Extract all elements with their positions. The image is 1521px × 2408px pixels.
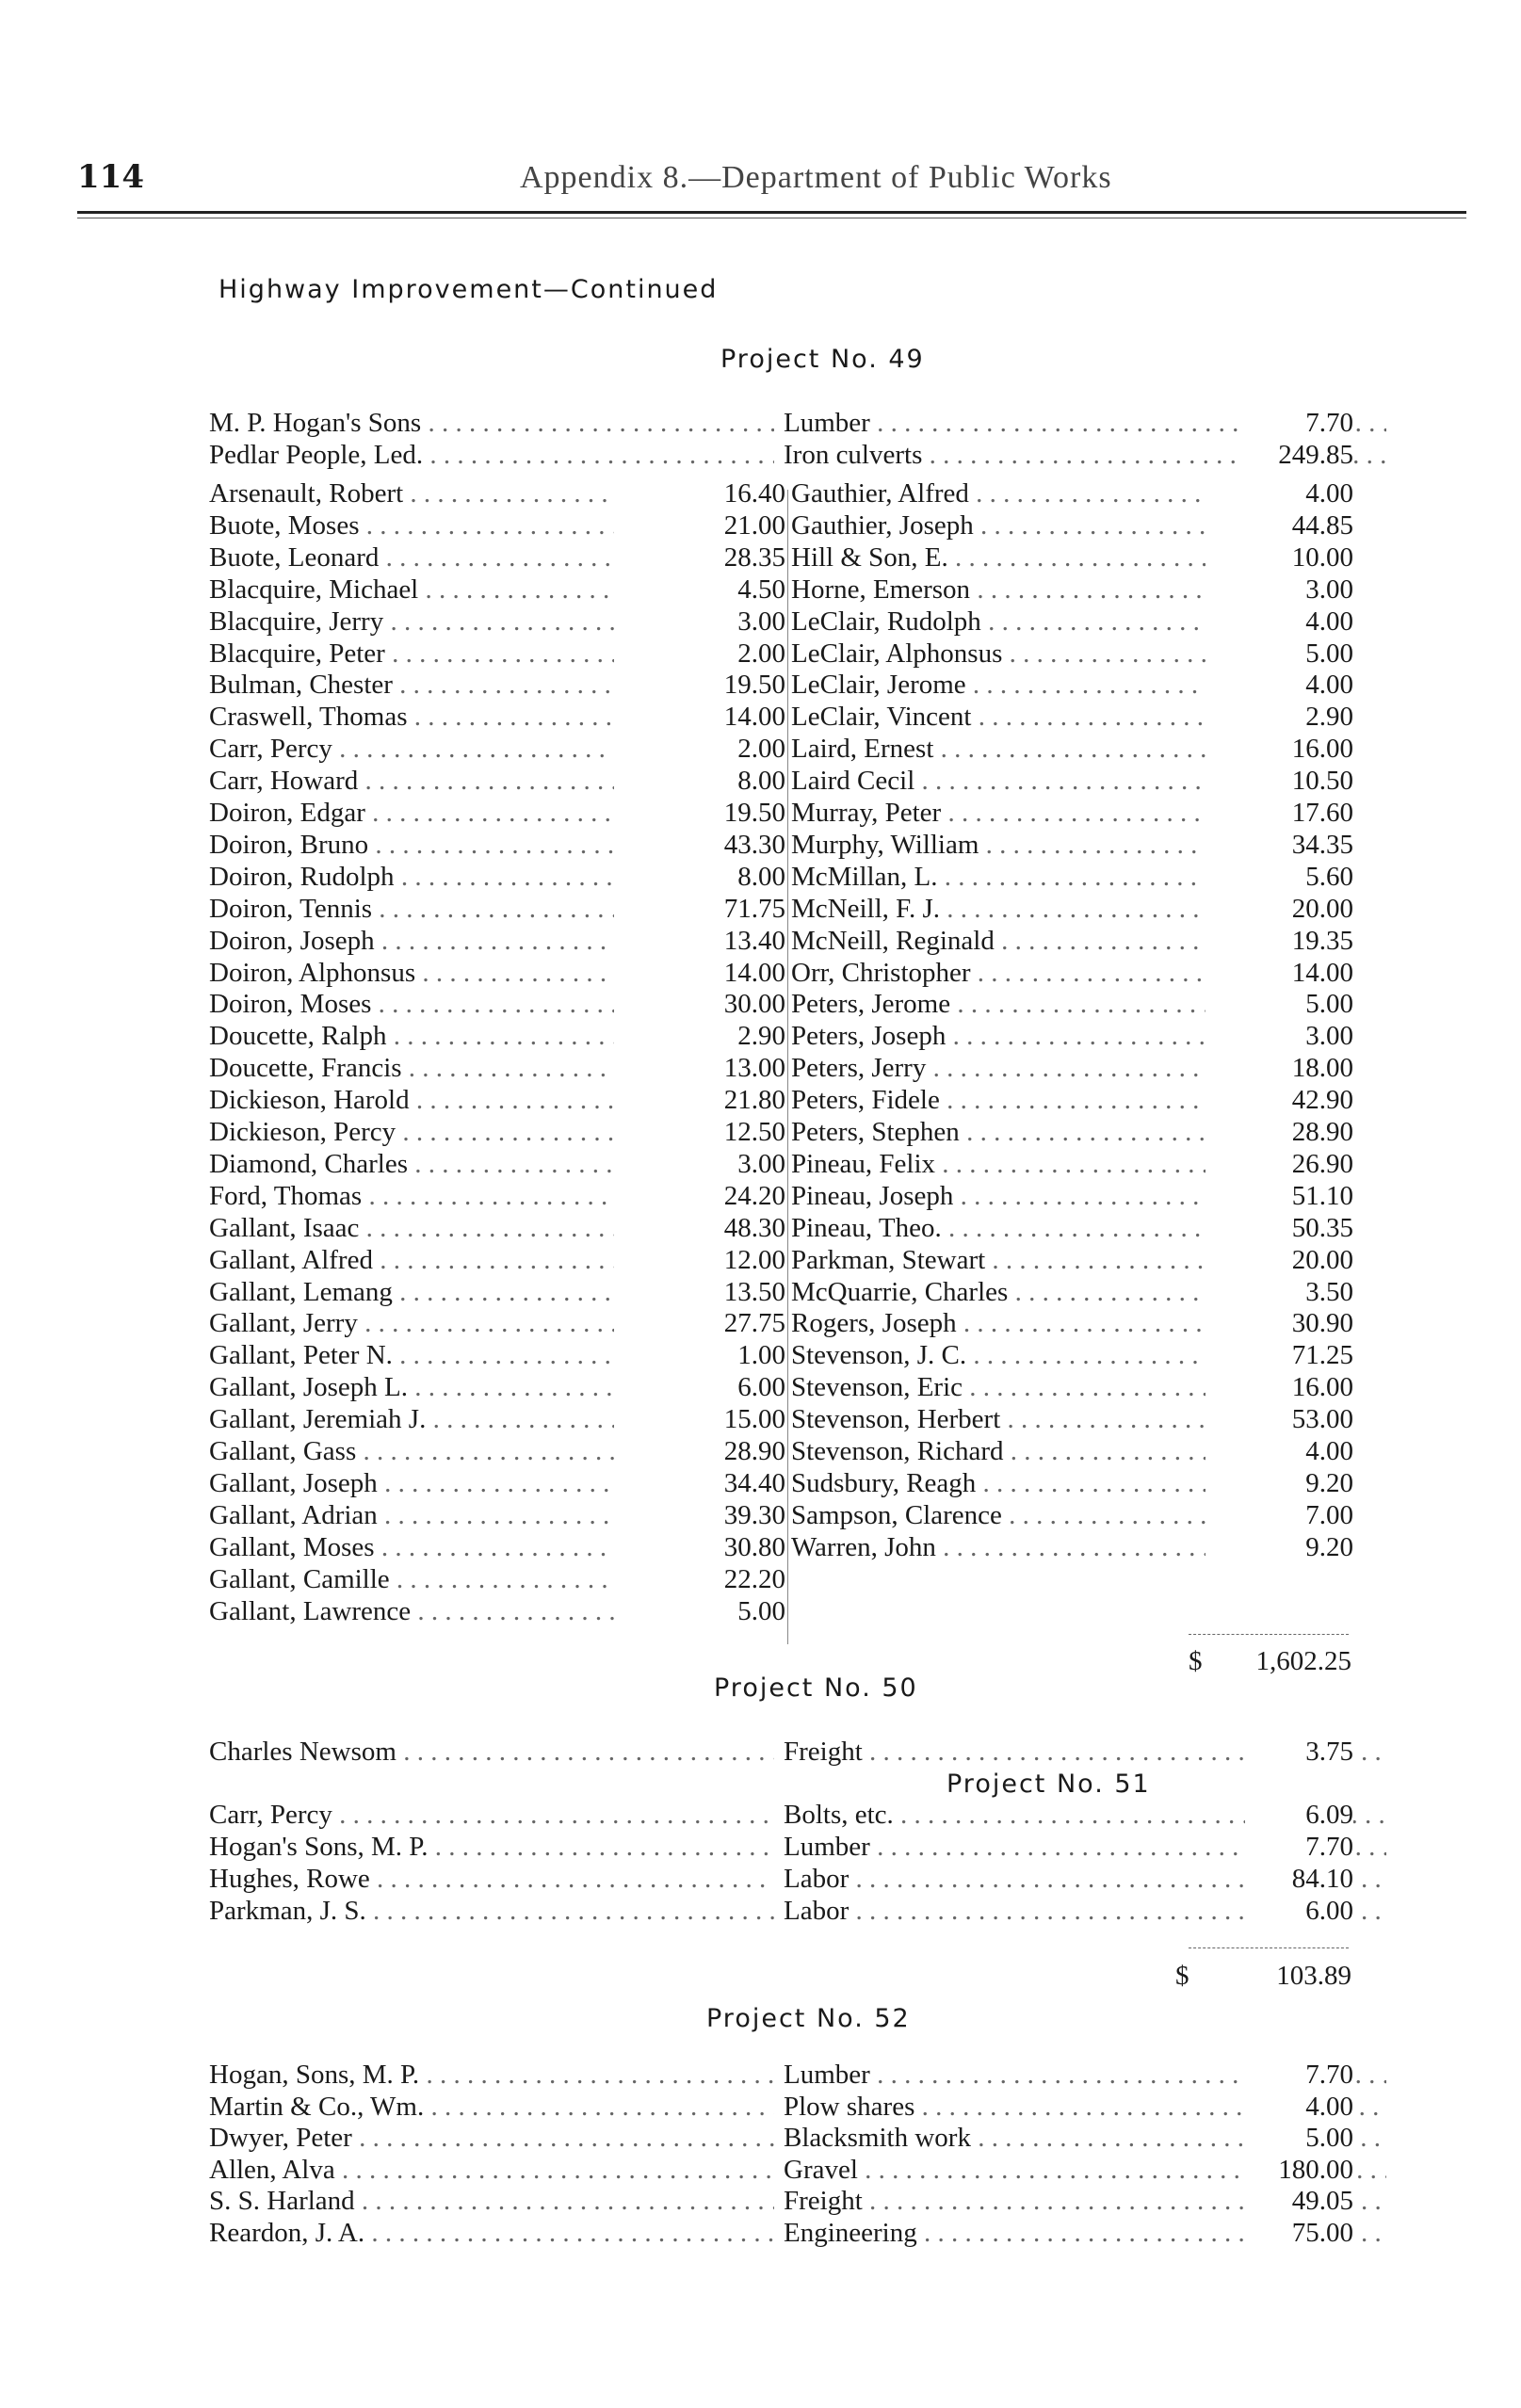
- entry-amount: 30.90: [1291, 1308, 1353, 1339]
- entry-amount: 2.00: [737, 734, 785, 765]
- table-row: [209, 477, 1353, 509]
- entry-name: Gallant, Adrian . . .: [209, 1499, 614, 1531]
- entry-amount: 53.00: [1291, 1404, 1353, 1435]
- entry-amount: 8.00: [737, 766, 785, 797]
- entry-amount: 24.20: [723, 1180, 785, 1211]
- entry-amount: 51.10: [1291, 1180, 1353, 1211]
- entry-amount: 71.25: [1291, 1340, 1353, 1371]
- entry-name: Orr, Christopher . . .: [791, 957, 1205, 989]
- entry-name: Pedlar People, Led. . . .: [209, 439, 774, 471]
- entry-name: Stevenson, Herbert . . .: [791, 1403, 1205, 1435]
- entry-amount: 3.75: [1245, 1736, 1353, 1768]
- entry-amount: 49.05: [1245, 2185, 1353, 2217]
- entry-amount: 1.00: [737, 1340, 785, 1371]
- entry-amount: 5.00: [1245, 2122, 1353, 2154]
- entry-name: Pineau, Theo. . . .: [791, 1212, 1205, 1244]
- table-row: [209, 407, 1353, 439]
- entry-name: Peters, Joseph . . .: [791, 1020, 1205, 1052]
- entry-name: Doiron, Joseph . . .: [209, 925, 614, 957]
- entry-amount: 14.00: [1291, 957, 1353, 988]
- table-row: [209, 606, 1353, 638]
- entry-amount: 12.50: [723, 1117, 785, 1147]
- entry-name: M. P. Hogan's Sons . . .: [209, 407, 774, 439]
- entry-name: Horne, Emerson . . .: [791, 574, 1205, 606]
- entry-name: Carr, Percy . . .: [209, 1799, 774, 1831]
- entry-amount: 5.00: [1305, 638, 1353, 669]
- table-row: [209, 1116, 1353, 1148]
- entry-amount: 9.20: [1305, 1531, 1353, 1562]
- entry-name: LeClair, Rudolph . . .: [791, 606, 1205, 638]
- table-row: [209, 2059, 1353, 2091]
- project-49-heading: Project No. 49: [720, 345, 925, 374]
- table-row: [209, 1435, 1353, 1467]
- table-row: [209, 1212, 1353, 1244]
- table-row: [209, 2122, 1353, 2154]
- entry-amount: 13.50: [723, 1276, 785, 1307]
- entry-item: Gravel . . .: [784, 2154, 1386, 2186]
- entry-name: Hogan, Sons, M. P. . . .: [209, 2059, 774, 2091]
- table-row: [209, 669, 1353, 701]
- table-row: [209, 1895, 1353, 1927]
- total-rule: [1189, 1947, 1349, 1948]
- entry-name: McQuarrie, Charles . . .: [791, 1276, 1205, 1308]
- entry-name: Diamond, Charles . . .: [209, 1148, 614, 1180]
- entry-item: Freight . . .: [784, 2185, 1386, 2217]
- entry-name: Sudsbury, Reagh . . .: [791, 1467, 1205, 1499]
- entry-name: Stevenson, J. C. . . .: [791, 1339, 1205, 1371]
- table-row: [209, 1403, 1353, 1435]
- entry-item: Iron culverts . . .: [784, 439, 1386, 471]
- entry-name: Parkman, J. S. . . .: [209, 1895, 774, 1927]
- entry-name: Gallant, Isaac . . .: [209, 1212, 614, 1244]
- entry-amount: 44.85: [1291, 509, 1353, 541]
- entry-name: Martin & Co., Wm. . . .: [209, 2091, 774, 2123]
- table-row: [209, 1020, 1353, 1052]
- entry-item: Freight . . .: [784, 1736, 1386, 1768]
- project-50-heading: Project No. 50: [714, 1673, 918, 1703]
- entry-amount: 3.00: [1305, 1021, 1353, 1052]
- entry-name: Charles Newsom . . .: [209, 1736, 774, 1768]
- entry-name: Hogan's Sons, M. P. . . .: [209, 1831, 774, 1863]
- entry-amount: 4.00: [1305, 670, 1353, 701]
- table-row: [209, 1148, 1353, 1180]
- entry-name: McNeill, Reginald . . .: [791, 925, 1205, 957]
- entry-amount: 14.00: [723, 957, 785, 988]
- entry-amount: 6.00: [737, 1372, 785, 1403]
- table-row: [209, 1863, 1353, 1895]
- table-row: [209, 1831, 1353, 1863]
- entry-amount: 21.00: [723, 509, 785, 541]
- entry-amount: 6.00: [1245, 1895, 1353, 1927]
- entry-name: Craswell, Thomas . . .: [209, 701, 614, 733]
- entry-amount: 4.50: [737, 574, 785, 605]
- table-row: [209, 861, 1353, 893]
- entry-amount: 16.00: [1291, 1372, 1353, 1403]
- table-row: [209, 574, 1353, 606]
- entry-amount: 13.00: [723, 1053, 785, 1084]
- entry-amount: 180.00: [1245, 2154, 1353, 2186]
- entry-amount: 20.00: [1291, 893, 1353, 924]
- entry-name: Gallant, Gass . . .: [209, 1435, 614, 1467]
- entry-item: Lumber . . .: [784, 407, 1386, 439]
- entry-amount: 4.00: [1305, 606, 1353, 637]
- table-row: [209, 1799, 1353, 1831]
- entry-name: Warren, John . . .: [791, 1531, 1205, 1563]
- entry-name: Carr, Howard . . .: [209, 765, 614, 797]
- entry-name: LeClair, Vincent . . .: [791, 701, 1205, 733]
- entry-name: Reardon, J. A. . . .: [209, 2217, 774, 2249]
- entry-name: Carr, Percy . . .: [209, 733, 614, 765]
- entry-name: LeClair, Alphonsus . . .: [791, 638, 1205, 670]
- table-row: [209, 797, 1353, 829]
- entry-amount: 10.50: [1291, 766, 1353, 797]
- entry-amount: 2.90: [737, 1021, 785, 1052]
- entry-name: Rogers, Joseph . . .: [791, 1307, 1205, 1339]
- table-row: [209, 1499, 1353, 1531]
- entry-item: Bolts, etc. . . .: [784, 1799, 1386, 1831]
- entry-amount: 3.00: [1305, 574, 1353, 605]
- entry-name: Blacquire, Peter . . .: [209, 638, 614, 670]
- entry-name: Doucette, Francis . . .: [209, 1052, 614, 1084]
- entry-name: Buote, Moses . . .: [209, 509, 614, 541]
- entry-name: Blacquire, Jerry . . .: [209, 606, 614, 638]
- entry-amount: 34.35: [1291, 829, 1353, 860]
- table-row: [209, 1307, 1353, 1339]
- entry-name: Ford, Thomas . . .: [209, 1180, 614, 1212]
- entry-amount: 28.90: [1291, 1117, 1353, 1147]
- entry-amount: 19.50: [723, 798, 785, 828]
- entry-name: Doiron, Rudolph . . .: [209, 861, 614, 893]
- entry-amount: 2.90: [1305, 702, 1353, 733]
- table-row: [209, 1339, 1353, 1371]
- entry-amount: 28.35: [723, 541, 785, 573]
- entry-name: Gallant, Camille . . .: [209, 1563, 614, 1595]
- table-row: [209, 1531, 1353, 1563]
- table-row: [209, 765, 1353, 797]
- table-row: [209, 638, 1353, 670]
- entry-amount: 7.70: [1245, 1831, 1353, 1863]
- entry-amount: 7.70: [1245, 2059, 1353, 2091]
- entry-amount: 71.75: [723, 893, 785, 924]
- entry-name: Doucette, Ralph . . .: [209, 1020, 614, 1052]
- table-row: [209, 439, 1353, 471]
- entry-amount: 4.00: [1305, 1436, 1353, 1466]
- entry-name: Laird Cecil . . .: [791, 765, 1205, 797]
- entry-item: Blacksmith work . . .: [784, 2122, 1386, 2154]
- entry-name: Allen, Alva . . .: [209, 2154, 774, 2186]
- entry-amount: 18.00: [1291, 1053, 1353, 1084]
- entry-name: McMillan, L. . . .: [791, 861, 1205, 893]
- entry-name: Gallant, Joseph L. . . .: [209, 1371, 614, 1403]
- project-51-total-symbol: $: [1175, 1961, 1189, 1991]
- entry-name: Arsenault, Robert . . .: [209, 477, 614, 509]
- table-row: [209, 2091, 1353, 2123]
- table-row: [209, 2217, 1353, 2249]
- entry-name: Doiron, Edgar . . .: [209, 797, 614, 829]
- running-title: Appendix 8.—Department of Public Works: [520, 160, 1112, 195]
- entry-name: Peters, Jerry . . .: [791, 1052, 1205, 1084]
- entry-name: Gallant, Lemang . . .: [209, 1276, 614, 1308]
- entry-name: Stevenson, Richard . . .: [791, 1435, 1205, 1467]
- entry-amount: 3.00: [737, 1148, 785, 1179]
- page-number: 114: [77, 158, 144, 196]
- project-49-total-symbol: $: [1189, 1646, 1203, 1676]
- table-row: [209, 988, 1353, 1020]
- entry-amount: 21.80: [723, 1085, 785, 1116]
- entry-name: Gallant, Jeremiah J. . . .: [209, 1403, 614, 1435]
- entry-amount: 12.00: [723, 1244, 785, 1275]
- table-row: [209, 1180, 1353, 1212]
- entry-name: Blacquire, Michael . . .: [209, 574, 614, 606]
- entry-amount: 50.35: [1291, 1212, 1353, 1243]
- entry-amount: 7.70: [1245, 407, 1353, 439]
- entry-amount: 20.00: [1291, 1244, 1353, 1275]
- entry-name: Gallant, Jerry . . .: [209, 1307, 614, 1339]
- table-row: [209, 1052, 1353, 1084]
- entry-amount: 42.90: [1291, 1085, 1353, 1116]
- entry-amount: 16.40: [723, 478, 785, 509]
- entry-amount: 10.00: [1291, 541, 1353, 573]
- entry-amount: 48.30: [723, 1212, 785, 1243]
- entry-amount: 43.30: [723, 829, 785, 860]
- project-52-heading: Project No. 52: [706, 2004, 911, 2033]
- entry-amount: 16.00: [1291, 734, 1353, 765]
- table-row: [209, 1467, 1353, 1499]
- entry-name: Gallant, Lawrence . . .: [209, 1595, 614, 1627]
- entry-name: Dickieson, Harold . . .: [209, 1084, 614, 1116]
- table-row: [209, 2185, 1353, 2217]
- entry-amount: 84.10: [1245, 1863, 1353, 1895]
- entry-amount: 5.00: [737, 1595, 785, 1626]
- entry-name: Doiron, Bruno . . .: [209, 829, 614, 861]
- entry-amount: 22.20: [723, 1563, 785, 1594]
- entry-name: Hill & Son, E. . . .: [791, 541, 1205, 574]
- table-row: [209, 1244, 1353, 1276]
- entry-amount: 2.00: [737, 638, 785, 669]
- entry-amount: 26.90: [1291, 1148, 1353, 1179]
- project-51-total: 103.89: [1276, 1961, 1351, 1991]
- table-row: [209, 509, 1353, 541]
- total-rule: [1189, 1634, 1349, 1635]
- entry-amount: 19.50: [723, 670, 785, 701]
- table-row: [209, 1563, 1353, 1595]
- entry-amount: 17.60: [1291, 798, 1353, 828]
- table-row: [209, 701, 1353, 733]
- table-row: [209, 957, 1353, 989]
- table-row: [209, 1371, 1353, 1403]
- entry-name: Doiron, Moses . . .: [209, 988, 614, 1020]
- table-row: [209, 893, 1353, 925]
- entry-name: S. S. Harland . . .: [209, 2185, 774, 2217]
- entry-name: Doiron, Tennis . . .: [209, 893, 614, 925]
- section-title: Highway Improvement—Continued: [218, 275, 719, 304]
- entry-name: Sampson, Clarence . . .: [791, 1499, 1205, 1531]
- entry-name: Gauthier, Joseph . . .: [791, 509, 1205, 541]
- table-row: [209, 829, 1353, 861]
- table-row: [209, 733, 1353, 765]
- entry-name: Peters, Jerome . . .: [791, 988, 1205, 1020]
- entry-amount: 3.50: [1305, 1276, 1353, 1307]
- table-row: [209, 1084, 1353, 1116]
- entry-amount: 27.75: [723, 1308, 785, 1339]
- entry-name: Buote, Leonard . . .: [209, 541, 614, 574]
- entry-name: Gallant, Alfred . . .: [209, 1244, 614, 1276]
- table-row: [209, 1276, 1353, 1308]
- entry-name: Peters, Stephen . . .: [791, 1116, 1205, 1148]
- entry-name: Murphy, William . . .: [791, 829, 1205, 861]
- header-rule-thick: [77, 211, 1466, 214]
- entry-name: Gallant, Peter N. . . .: [209, 1339, 614, 1371]
- entry-amount: 75.00: [1245, 2217, 1353, 2249]
- entry-amount: 6.09: [1245, 1799, 1353, 1831]
- project-49-total: 1,602.25: [1255, 1646, 1351, 1676]
- entry-name: LeClair, Jerome . . .: [791, 669, 1205, 701]
- entry-name: Laird, Ernest . . .: [791, 733, 1205, 765]
- page-header: [77, 158, 1466, 211]
- entry-item: Lumber . . .: [784, 2059, 1386, 2091]
- entry-amount: 9.20: [1305, 1467, 1353, 1498]
- entry-name: Gauthier, Alfred . . .: [791, 477, 1205, 509]
- entry-amount: 5.00: [1305, 989, 1353, 1020]
- entry-item: Lumber . . .: [784, 1831, 1386, 1863]
- entry-name: Doiron, Alphonsus . . .: [209, 957, 614, 989]
- entry-amount: 30.00: [723, 989, 785, 1020]
- entry-amount: 14.00: [723, 702, 785, 733]
- table-row: [209, 925, 1353, 957]
- entry-amount: 39.30: [723, 1499, 785, 1530]
- table-row: [209, 541, 1353, 574]
- entry-amount: 4.00: [1245, 2091, 1353, 2123]
- entry-name: Gallant, Joseph . . .: [209, 1467, 614, 1499]
- entry-name: Stevenson, Eric . . .: [791, 1371, 1205, 1403]
- entry-item: Labor . . .: [784, 1863, 1386, 1895]
- entry-amount: 28.90: [723, 1436, 785, 1466]
- entry-name: Gallant, Moses . . .: [209, 1531, 614, 1563]
- entry-name: Peters, Fidele . . .: [791, 1084, 1205, 1116]
- entry-name: Pineau, Felix . . .: [791, 1148, 1205, 1180]
- entry-amount: 3.00: [737, 606, 785, 637]
- entry-name: Pineau, Joseph . . .: [791, 1180, 1205, 1212]
- entry-amount: 5.60: [1305, 861, 1353, 892]
- table-row: [209, 1595, 1353, 1627]
- entry-name: Dickieson, Percy . . .: [209, 1116, 614, 1148]
- entry-amount: 19.35: [1291, 925, 1353, 956]
- entry-amount: 15.00: [723, 1404, 785, 1435]
- entry-name: Parkman, Stewart . . .: [791, 1244, 1205, 1276]
- entry-name: Hughes, Rowe . . .: [209, 1863, 774, 1895]
- entry-amount: 8.00: [737, 861, 785, 892]
- entry-amount: 4.00: [1305, 478, 1353, 509]
- entry-name: Dwyer, Peter . . .: [209, 2122, 774, 2154]
- project-51-heading: Project No. 51: [947, 1770, 1151, 1799]
- table-row: [209, 2154, 1353, 2186]
- entry-amount: 34.40: [723, 1467, 785, 1498]
- entry-amount: 7.00: [1305, 1499, 1353, 1530]
- entry-name: Murray, Peter . . .: [791, 797, 1205, 829]
- entry-amount: 249.85: [1245, 439, 1353, 471]
- entry-amount: 30.80: [723, 1531, 785, 1562]
- table-row: [209, 1736, 1353, 1768]
- entry-name: Bulman, Chester . . .: [209, 669, 614, 701]
- entry-item: Labor . . .: [784, 1895, 1386, 1927]
- entry-amount: 13.40: [723, 925, 785, 956]
- entry-item: Plow shares . . .: [784, 2091, 1386, 2123]
- entry-item: Engineering . . .: [784, 2217, 1386, 2249]
- entry-name: McNeill, F. J. . . .: [791, 893, 1205, 925]
